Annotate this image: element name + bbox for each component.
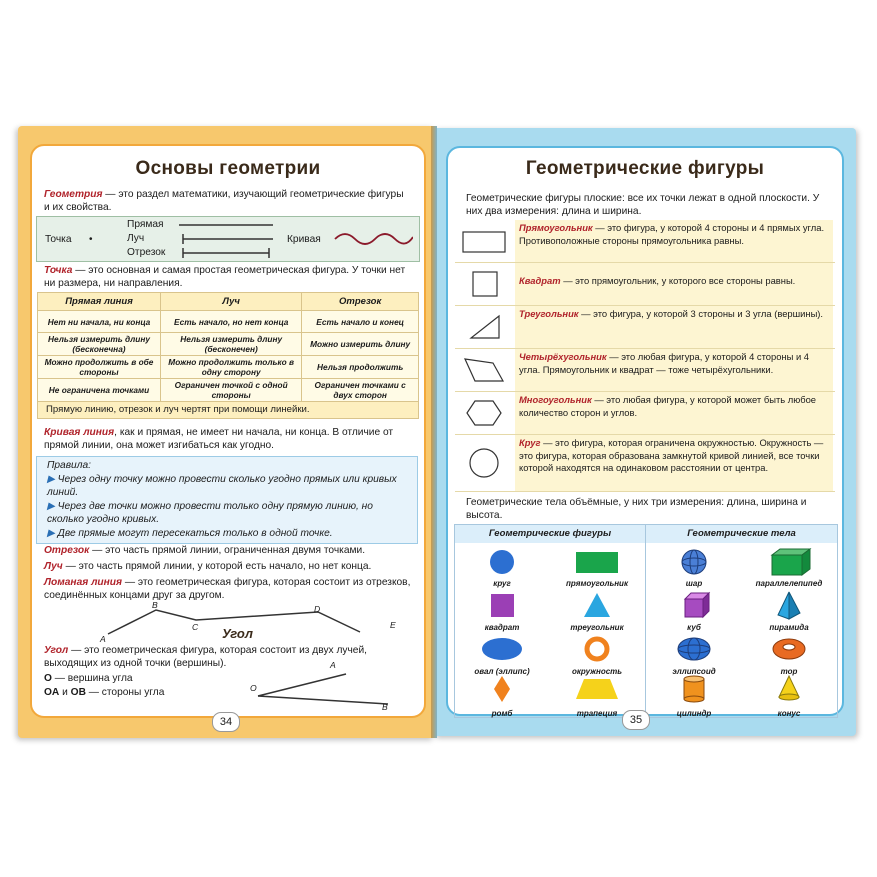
torus-icon bbox=[742, 633, 836, 667]
angle-vertex-note: O — вершина угла bbox=[44, 673, 133, 684]
shape-description: Четырёхугольник — это любая фигура, у которой 4 стороны и 4 угла. Прямоугольник и квадрат — тоже четырёхугольники. bbox=[515, 349, 833, 391]
parallelepiped-icon bbox=[742, 545, 836, 579]
angle-point-label: O bbox=[250, 683, 257, 693]
figures-grid bbox=[454, 524, 838, 718]
solids-intro: Геометрические тела объёмные, у них три измерения: длина, ширина и высота. bbox=[466, 497, 807, 521]
filled-oval-icon bbox=[455, 633, 549, 667]
filled-rectangle-icon bbox=[550, 545, 644, 579]
table-note: Прямую линию, отрезок и луч чертят при помощи линейки. bbox=[38, 402, 419, 419]
angle-point-label: A bbox=[330, 660, 336, 670]
grid-item-square: квадрат bbox=[455, 589, 549, 633]
table-cell: Есть начало, но нет конца bbox=[161, 311, 302, 333]
grid-item-oval: овал (эллипс) bbox=[455, 633, 549, 677]
grid-item-triangle: треугольник bbox=[550, 589, 644, 633]
table-cell: Есть начало и конец bbox=[302, 311, 419, 333]
polyline-definition: Ломаная линия — это геометрическая фигура, которая состоит из отрезков, соединённых концами друг за другом. bbox=[44, 577, 411, 601]
grid-item-sphere: шар bbox=[647, 545, 741, 589]
table-cell: Нельзя измерить длину (бесконечен) bbox=[161, 333, 302, 356]
left-page-content bbox=[30, 144, 426, 718]
point-dot-icon: • bbox=[89, 234, 93, 245]
rectangle-icon bbox=[455, 220, 513, 262]
table-header: Отрезок bbox=[302, 293, 419, 311]
filled-circle-icon bbox=[455, 545, 549, 579]
curve-label: Кривая bbox=[287, 234, 321, 245]
curve-sample-icon bbox=[333, 227, 413, 251]
bullet-arrow-icon: ▶ bbox=[47, 474, 58, 485]
angle-point-label: B bbox=[382, 702, 388, 712]
table-cell: Нельзя продолжить bbox=[302, 356, 419, 379]
shape-row-quadrilateral bbox=[455, 349, 835, 392]
line-samples-icon bbox=[177, 217, 277, 261]
ray-label: Луч bbox=[127, 233, 145, 244]
filled-triangle-icon bbox=[550, 589, 644, 623]
point-label: Точка bbox=[45, 234, 72, 245]
table-cell: Можно измерить длину bbox=[302, 333, 419, 356]
rhombus-icon bbox=[455, 675, 549, 703]
grid-item-ellipsoid: эллипсоид bbox=[647, 633, 741, 677]
bullet-arrow-icon: ▶ bbox=[47, 528, 58, 539]
shape-description: Квадрат — это прямоугольник, у которого все стороны равны. bbox=[515, 263, 833, 305]
angle-sides-note: OA и OB — стороны угла bbox=[44, 687, 165, 698]
quadrilateral-icon bbox=[455, 349, 513, 391]
right-page-content bbox=[446, 146, 844, 716]
rule-item: ▶ Две прямые могут пересекаться только в одной точке. bbox=[47, 528, 333, 539]
square-icon bbox=[455, 263, 513, 305]
grid-divider bbox=[645, 543, 646, 717]
book-spine bbox=[431, 126, 437, 738]
circle-icon bbox=[455, 435, 513, 491]
left-page bbox=[18, 126, 434, 738]
shape-description: Треугольник — это фигура, у которой 3 стороны и 3 угла (вершины). bbox=[515, 306, 833, 348]
table-cell: Нет ни начала, ни конца bbox=[38, 311, 161, 333]
rules-box bbox=[36, 456, 418, 544]
point-definition: Точка — это основная и самая простая геометрическая фигура. У точки нет ни размера, ни направления. bbox=[44, 265, 406, 289]
lines-diagram bbox=[36, 216, 420, 262]
grid-item-pyramid: пирамида bbox=[742, 589, 836, 633]
polyline-point-label: D bbox=[314, 604, 321, 614]
grid-item-parallelepiped: параллелепипед bbox=[742, 545, 836, 589]
polyline-point-label: C bbox=[192, 622, 199, 632]
grid-item-torus: тор bbox=[742, 633, 836, 677]
shape-description: Круг — это фигура, которая ограничена окружностью. Окружность — это фигура, которая образована замкнутой кривой линией, все точки которой находятся на одинаковом расстоянии от центра. bbox=[515, 435, 833, 491]
grid-item-cone: конус bbox=[742, 675, 836, 719]
segment-definition: Отрезок — это часть прямой линии, ограниченная двумя точками. bbox=[44, 545, 366, 556]
pyramid-icon bbox=[742, 589, 836, 623]
shape-row-rectangle bbox=[455, 220, 835, 263]
grid-item-trapezoid: трапеция bbox=[550, 675, 644, 719]
rule-item: ▶ Через две точки можно провести только одну прямую линию, но сколько угодно кривых. bbox=[47, 501, 373, 525]
geometry-definition: Геометрия — это раздел математики, изучающий геометрические фигуры и их свойства. bbox=[44, 189, 404, 213]
grid-item-rectangle: прямоугольник bbox=[550, 545, 644, 589]
ring-icon bbox=[550, 633, 644, 667]
table-cell: Ограничен точкой с одной стороны bbox=[161, 379, 302, 402]
polyline-point-label: B bbox=[152, 600, 158, 610]
polyline-point-label: A bbox=[100, 634, 106, 644]
right-page-title: Геометрические фигуры bbox=[525, 158, 765, 179]
shape-row-square bbox=[455, 263, 835, 306]
table-cell: Ограничен точками с двух сторон bbox=[302, 379, 419, 402]
grid-item-cube: куб bbox=[647, 589, 741, 633]
segment-label: Отрезок bbox=[127, 247, 166, 258]
rule-item: ▶ Через одну точку можно провести сколько угодно прямых или кривых линий. bbox=[47, 474, 397, 498]
polyline-point-label: E bbox=[390, 620, 396, 630]
ray-definition: Луч — это часть прямой линии, у которой есть начало, но нет конца. bbox=[44, 561, 372, 572]
angle-heading: Угол bbox=[222, 626, 253, 641]
grid-header-figures: Геометрические фигуры bbox=[455, 525, 646, 543]
page-number-left: 34 bbox=[212, 712, 240, 732]
grid-item-rhombus: ромб bbox=[455, 675, 549, 719]
right-page bbox=[434, 128, 856, 736]
triangle-icon bbox=[455, 306, 513, 348]
page-number-right: 35 bbox=[622, 710, 650, 730]
table-header: Луч bbox=[161, 293, 302, 311]
rules-title: Правила: bbox=[47, 460, 91, 471]
straight-label: Прямая bbox=[127, 219, 164, 230]
bullet-arrow-icon: ▶ bbox=[47, 501, 58, 512]
cylinder-icon bbox=[647, 675, 741, 703]
shape-row-triangle bbox=[455, 306, 835, 349]
angle-diagram bbox=[248, 666, 398, 714]
table-cell: Нельзя измерить длину (бесконечна) bbox=[38, 333, 161, 356]
grid-item-ring: окружность bbox=[550, 633, 644, 677]
grid-item-cylinder: цилиндр bbox=[647, 675, 741, 719]
table-cell: Можно продолжить в обе стороны bbox=[38, 356, 161, 379]
table-cell: Не ограничена точками bbox=[38, 379, 161, 402]
shape-row-hexagon bbox=[455, 392, 835, 435]
curve-definition: Кривая линия, как и прямая, не имеет ни начала, ни конца. В отличие от прямой линии, она может изгибаться как угодно. bbox=[44, 427, 394, 451]
shape-description: Многоугольник — это любая фигура, у которой может быть любое количество сторон и углов. bbox=[515, 392, 833, 434]
cube-icon bbox=[647, 589, 741, 623]
lines-comparison-table bbox=[37, 292, 419, 419]
flat-figures-intro: Геометрические фигуры плоские: все их точки лежат в одной плоскости. У них два измерения: длина и ширина. bbox=[466, 193, 820, 217]
shape-row-circle bbox=[455, 435, 835, 492]
table-header: Прямая линия bbox=[38, 293, 161, 311]
ellipsoid-icon bbox=[647, 633, 741, 667]
angle-definition: Угол — это геометрическая фигура, которая состоит из двух лучей, выходящих из одной точки (вершины). bbox=[44, 645, 367, 669]
left-page-title: Основы геометрии bbox=[135, 158, 321, 179]
hexagon-icon bbox=[455, 392, 513, 434]
trapezoid-icon bbox=[550, 675, 644, 703]
grid-item-circle: круг bbox=[455, 545, 549, 589]
table-cell: Можно продолжить только в одну сторону bbox=[161, 356, 302, 379]
sphere-icon bbox=[647, 545, 741, 579]
cone-icon bbox=[742, 675, 836, 703]
shape-description: Прямоугольник — это фигура, у которой 4 стороны и 4 прямых угла. Противоположные стороны прямоугольника равны. bbox=[515, 220, 833, 262]
filled-square-icon bbox=[455, 589, 549, 623]
grid-header-solids: Геометрические тела bbox=[646, 525, 837, 543]
